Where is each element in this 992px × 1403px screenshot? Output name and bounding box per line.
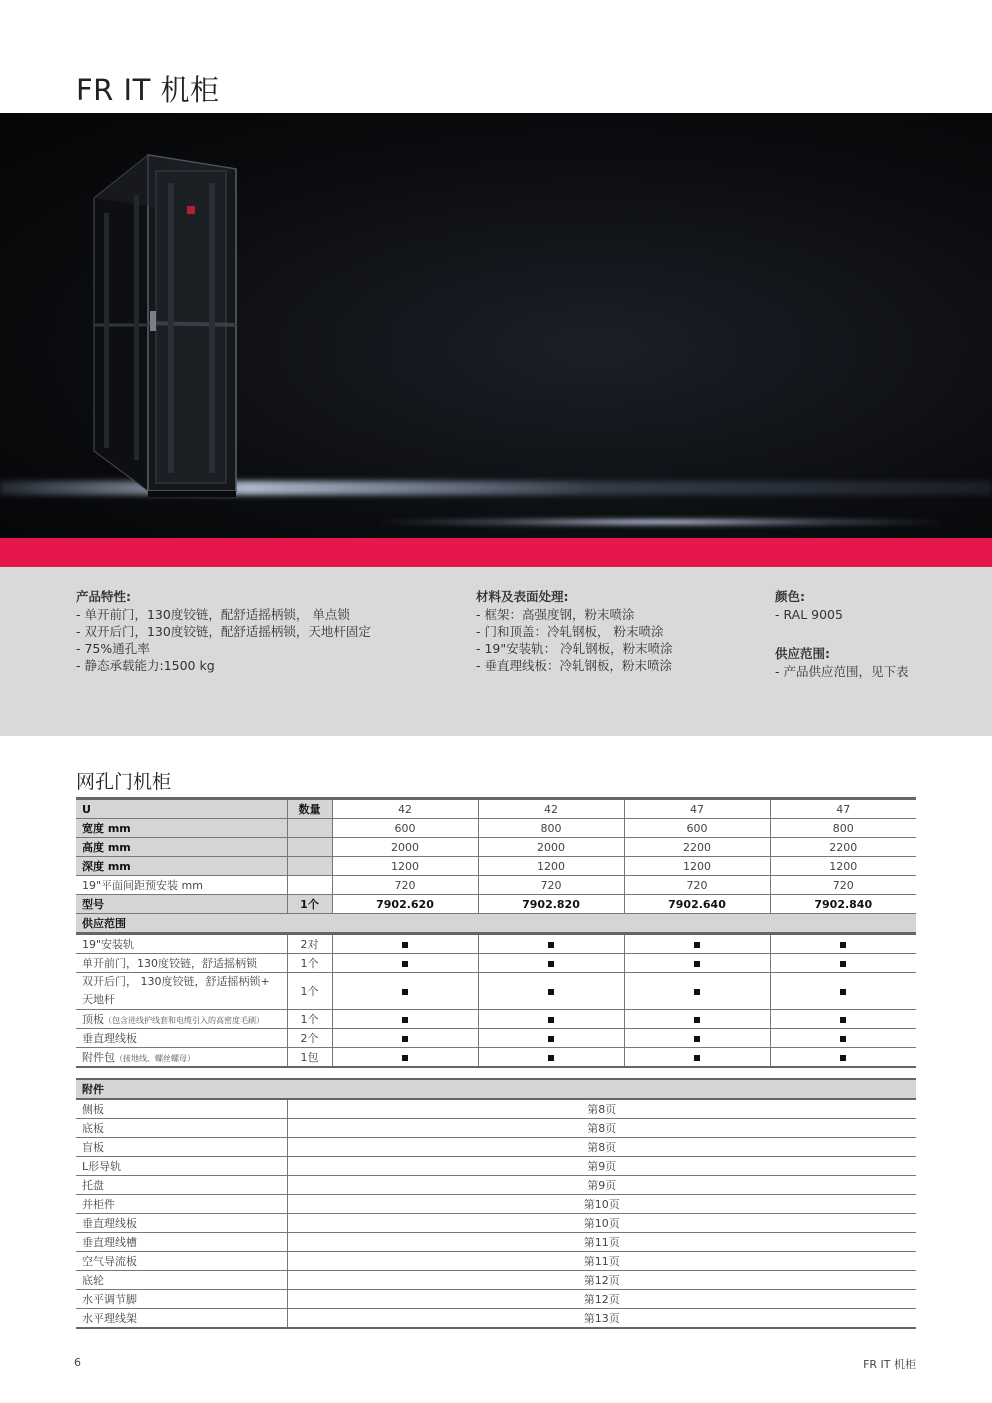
table-row [76, 876, 916, 895]
accessory-name: 盲板 [76, 1138, 287, 1157]
spec-value: 800 [770, 819, 916, 838]
feature-item: - RAL 9005 [775, 607, 843, 622]
accessory-name: 水平理线架 [76, 1309, 287, 1329]
feature-item: - 静态承载能力:1500 kg [76, 658, 215, 673]
scope-label: 顶板 [82, 1013, 104, 1026]
table-row [76, 857, 916, 876]
product-features-heading: 产品特性: [76, 589, 131, 604]
spec-label: 深度 mm [76, 857, 287, 876]
included-mark [840, 989, 846, 995]
material-heading: 材料及表面处理: [476, 589, 569, 604]
spec-value: 1200 [478, 857, 624, 876]
scope-label: 单开前门，130度铰链，舒适摇柄锁 [82, 957, 257, 970]
page-reference: 第12页 [287, 1271, 916, 1290]
included-mark [694, 1036, 700, 1042]
scope-item [76, 1048, 287, 1068]
spec-value: 720 [770, 876, 916, 895]
scope-item [76, 973, 287, 1010]
included-mark [402, 1036, 408, 1042]
material-features [476, 588, 746, 674]
included-mark [402, 942, 408, 948]
product-features [76, 588, 456, 674]
included-mark [694, 1055, 700, 1061]
included-mark [694, 961, 700, 967]
included-mark [548, 942, 554, 948]
spec-value: 47 [624, 799, 770, 819]
accessory-name: L形导轨 [76, 1157, 287, 1176]
accent-band [0, 538, 992, 567]
scope-label: 19"安装轨 [82, 938, 135, 951]
scope-item [76, 1029, 287, 1048]
included-mark [548, 989, 554, 995]
page-number: 6 [74, 1356, 81, 1369]
table-row [76, 1176, 916, 1195]
included-mark [548, 1017, 554, 1023]
page-reference: 第11页 [287, 1233, 916, 1252]
table-row [76, 1271, 916, 1290]
table-row [76, 1252, 916, 1271]
included-mark [694, 942, 700, 948]
spec-value: 2200 [770, 838, 916, 857]
supply-features [775, 645, 975, 680]
included-mark [840, 1036, 846, 1042]
spec-value: 600 [332, 819, 478, 838]
included-mark [402, 1055, 408, 1061]
included-mark [402, 961, 408, 967]
included-mark [548, 961, 554, 967]
page-title: FR IT 机柜 [76, 73, 220, 107]
spec-qty: 1个 [287, 895, 332, 914]
included-mark [402, 1017, 408, 1023]
page-reference: 第12页 [287, 1290, 916, 1309]
accessories-table [76, 1078, 916, 1329]
scope-item [76, 934, 287, 954]
included-mark [840, 942, 846, 948]
spec-value: 1200 [332, 857, 478, 876]
scope-qty: 1个 [287, 973, 332, 1010]
table-row [76, 799, 916, 819]
accessory-name: 垂直理线槽 [76, 1233, 287, 1252]
table-row [76, 819, 916, 838]
table-row [76, 973, 916, 1010]
model-number: 7902.840 [770, 895, 916, 914]
feature-item: - 框架：高强度钢，粉末喷涂 [476, 607, 635, 622]
page-reference: 第10页 [287, 1214, 916, 1233]
table-row [76, 1157, 916, 1176]
section-title: 网孔门机柜 [76, 771, 172, 793]
page-reference: 第8页 [287, 1099, 916, 1119]
scope-item [76, 1010, 287, 1029]
scope-label: 附件包 [82, 1051, 115, 1064]
spec-value: 720 [478, 876, 624, 895]
spec-value: 47 [770, 799, 916, 819]
spec-value: 1200 [770, 857, 916, 876]
table-row [76, 1029, 916, 1048]
color-heading: 颜色: [775, 589, 805, 604]
table-row [76, 1099, 916, 1119]
spec-value: 2000 [478, 838, 624, 857]
spec-value: 800 [478, 819, 624, 838]
scope-note: （包含进线护线套和电缆引入的高密度毛刷） [104, 1016, 264, 1025]
table-row [76, 934, 916, 954]
included-mark [840, 961, 846, 967]
cabinet-illustration [0, 113, 992, 538]
spec-label: 高度 mm [76, 838, 287, 857]
spec-value: 42 [478, 799, 624, 819]
spec-value: 2000 [332, 838, 478, 857]
scope-note: （接地线、螺丝螺母） [115, 1054, 195, 1063]
scope-heading: 供应范围 [76, 914, 916, 934]
feature-item: - 双开后门，130度铰链，配舒适摇柄锁，天地杆固定 [76, 624, 371, 639]
spec-value: 1200 [624, 857, 770, 876]
table-row [76, 1079, 916, 1099]
spec-qty: 数量 [287, 799, 332, 819]
spec-value: 720 [332, 876, 478, 895]
feature-item: - 门和顶盖：冷轧钢板， 粉末喷涂 [476, 624, 664, 639]
table-row [76, 1233, 916, 1252]
spec-label: 宽度 mm [76, 819, 287, 838]
accessory-name: 侧板 [76, 1099, 287, 1119]
table-row [76, 1010, 916, 1029]
feature-item: - 单开前门，130度铰链，配舒适摇柄锁， 单点锁 [76, 607, 350, 622]
included-mark [694, 1017, 700, 1023]
table-row [76, 914, 916, 934]
table-row [76, 838, 916, 857]
spec-qty [287, 876, 332, 895]
included-mark [840, 1055, 846, 1061]
page-reference: 第8页 [287, 1138, 916, 1157]
page-reference: 第10页 [287, 1195, 916, 1214]
scope-qty: 1包 [287, 1048, 332, 1068]
table-row [76, 1048, 916, 1068]
spec-qty [287, 857, 332, 876]
page-reference: 第13页 [287, 1309, 916, 1329]
page-reference: 第9页 [287, 1176, 916, 1195]
table-row [76, 1138, 916, 1157]
spec-label: U [76, 799, 287, 819]
footer-title: FR IT 机柜 [863, 1358, 916, 1371]
table-row [76, 1119, 916, 1138]
accessory-name: 垂直理线板 [76, 1214, 287, 1233]
included-mark [548, 1055, 554, 1061]
feature-item: - 垂直理线板：冷轧钢板，粉末喷涂 [476, 658, 672, 673]
model-number: 7902.620 [332, 895, 478, 914]
spec-value: 2200 [624, 838, 770, 857]
supply-heading: 供应范围: [775, 646, 830, 661]
scope-label: 双开后门， 130度铰链，舒适摇柄锁+ [82, 975, 270, 988]
model-number: 7902.820 [478, 895, 624, 914]
spec-value: 42 [332, 799, 478, 819]
hero-image [0, 113, 992, 538]
spec-table [76, 797, 916, 1068]
scope-qty: 2对 [287, 934, 332, 954]
accessory-name: 并柜件 [76, 1195, 287, 1214]
spec-qty [287, 838, 332, 857]
feature-item: - 19"安装轨： 冷轧钢板，粉末喷涂 [476, 641, 673, 656]
included-mark [694, 989, 700, 995]
spec-value: 720 [624, 876, 770, 895]
accessory-name: 底轮 [76, 1271, 287, 1290]
page-reference: 第11页 [287, 1252, 916, 1271]
feature-item: - 75%通孔率 [76, 641, 150, 656]
table-row [76, 1195, 916, 1214]
page-reference: 第9页 [287, 1157, 916, 1176]
scope-qty: 1个 [287, 1010, 332, 1029]
table-row [76, 1290, 916, 1309]
accessory-name: 底板 [76, 1119, 287, 1138]
table-row [76, 954, 916, 973]
included-mark [548, 1036, 554, 1042]
feature-item: - 产品供应范围，见下表 [775, 664, 909, 679]
scope-label-cont: 天地杆 [82, 993, 115, 1006]
model-number: 7902.640 [624, 895, 770, 914]
scope-label: 垂直理线板 [82, 1032, 137, 1045]
accessories-heading: 附件 [76, 1079, 916, 1099]
spec-value: 600 [624, 819, 770, 838]
scope-qty: 1个 [287, 954, 332, 973]
included-mark [402, 989, 408, 995]
table-row [76, 1309, 916, 1329]
table-row [76, 895, 916, 914]
page-reference: 第8页 [287, 1119, 916, 1138]
accessory-name: 托盘 [76, 1176, 287, 1195]
color-features [775, 588, 975, 623]
accessory-name: 水平调节脚 [76, 1290, 287, 1309]
spec-label: 19"平面间距预安装 mm [76, 876, 287, 895]
spec-qty [287, 819, 332, 838]
accessory-name: 空气导流板 [76, 1252, 287, 1271]
table-row [76, 1214, 916, 1233]
scope-qty: 2个 [287, 1029, 332, 1048]
included-mark [840, 1017, 846, 1023]
spec-label: 型号 [76, 895, 287, 914]
scope-item [76, 954, 287, 973]
